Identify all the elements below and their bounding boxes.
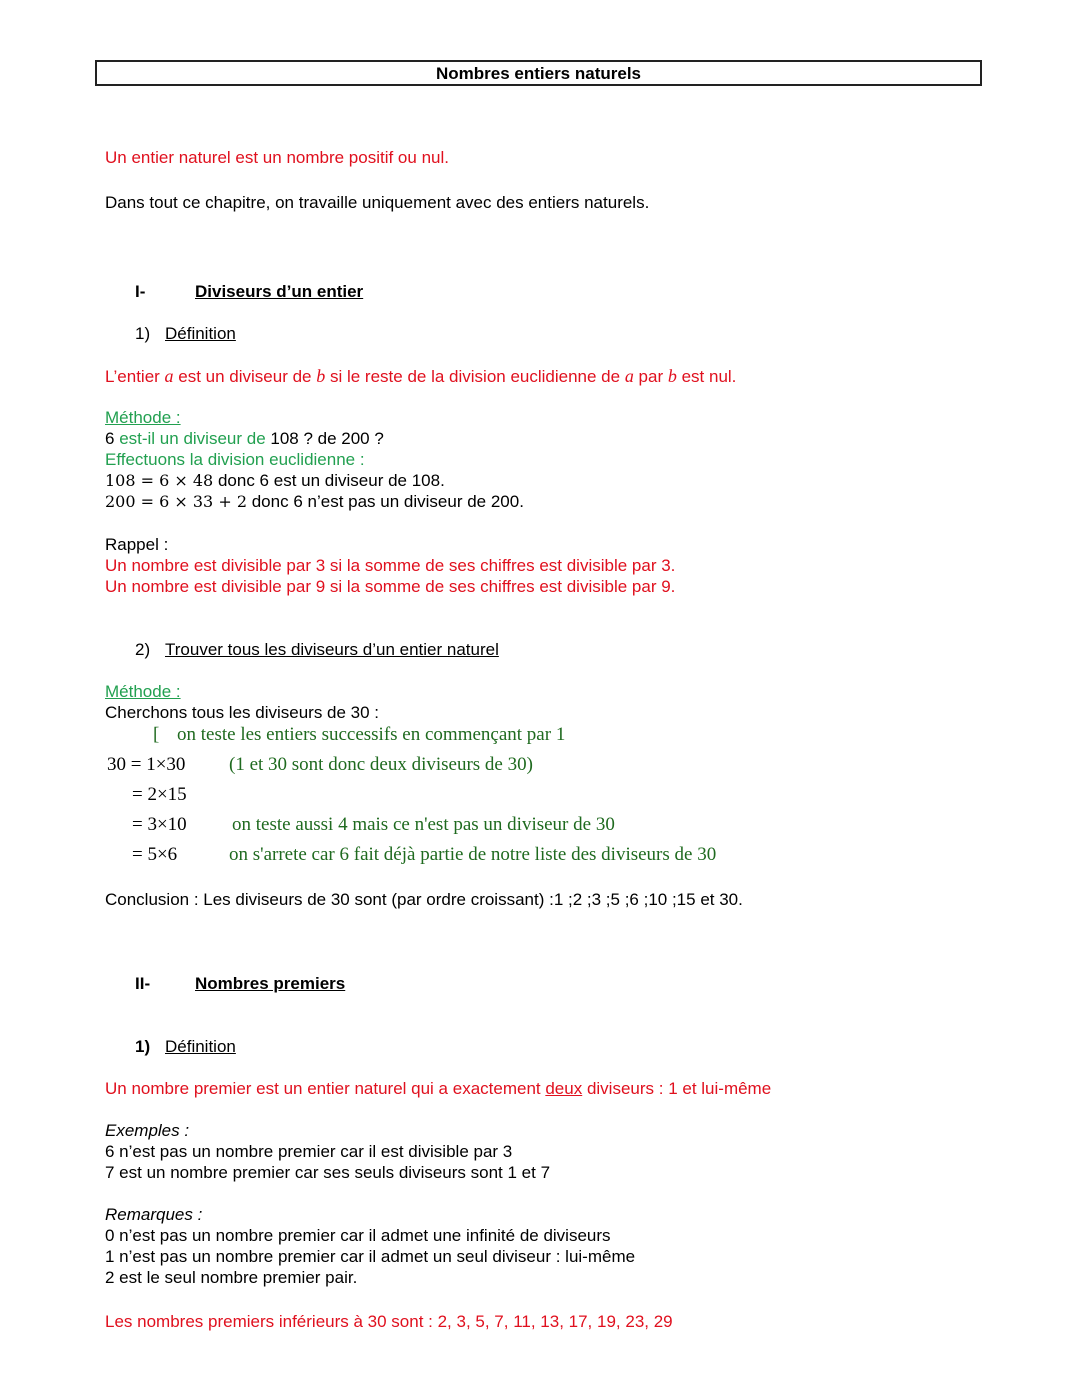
factor-row-comment: on s'arrete car 6 fait déjà partie de notre liste des diviseurs de 30 xyxy=(229,844,717,865)
equation-text: donc xyxy=(213,471,260,490)
examples-label: Exemples : xyxy=(105,1121,190,1140)
equation-text: donc xyxy=(247,492,294,511)
equation-200 xyxy=(105,491,524,512)
method-question xyxy=(105,428,384,449)
var-a: a xyxy=(624,366,634,386)
def-text: L’entier xyxy=(105,367,165,386)
example-item: 7 est un nombre premier car ses seuls diviseurs sont 1 et 7 xyxy=(105,1163,551,1182)
remark-item: 0 n’est pas un nombre premier car il admet une infinité de diviseurs xyxy=(105,1226,611,1245)
var-b: b xyxy=(316,366,326,386)
factor-row-comment: (1 et 30 sont donc deux diviseurs de 30) xyxy=(229,754,533,775)
def-text: si le reste de la division euclidienne de xyxy=(325,367,625,386)
question-mid: est-il un diviseur de xyxy=(114,429,271,448)
remark-item: 1 n’est pas un nombre premier car il admet un seul diviseur : lui-même xyxy=(105,1247,636,1266)
section-2-number: II- xyxy=(135,974,151,993)
divisor-definition xyxy=(105,366,736,387)
equation-text: 6 xyxy=(293,492,303,511)
def-text: est un diviseur de xyxy=(173,367,317,386)
factor-row-eq: 30 = 1×30 xyxy=(107,754,186,775)
remark-item: 2 est le seul nombre premier pair. xyxy=(105,1268,358,1287)
subsection-1-2-title: Trouver tous les diviseurs d’un entier naturel xyxy=(165,640,499,659)
question-rest: 108 ? de 200 ? xyxy=(270,429,384,448)
section-1-title: Diviseurs d’un entier xyxy=(195,282,364,301)
method-step: Effectuons la division euclidienne : xyxy=(105,450,365,469)
factor-row-eq: = 2×15 xyxy=(132,784,187,805)
intro-note: Dans tout ce chapitre, on travaille uniquement avec des entiers naturels. xyxy=(105,193,650,212)
var-b: b xyxy=(667,366,677,386)
def-text: diviseurs : 1 et lui-même xyxy=(582,1079,772,1098)
rappel-label: Rappel : xyxy=(105,535,169,554)
prime-definition xyxy=(105,1078,771,1099)
def-text: par xyxy=(633,367,668,386)
intro-definition: Un entier naturel est un nombre positif ou nul. xyxy=(105,148,449,167)
def-text: Un nombre premier est un entier naturel qui a exactement xyxy=(105,1079,546,1098)
page-title: Nombres entiers naturels xyxy=(95,60,982,86)
equation-text: 6 xyxy=(259,471,270,490)
def-text: est nul. xyxy=(676,367,737,386)
divisors-intro: Cherchons tous les diviseurs de 30 : xyxy=(105,703,380,722)
subsection-2-1-number: 1) xyxy=(135,1037,151,1056)
question-six: 6 xyxy=(105,429,115,448)
method-label: Méthode : xyxy=(105,682,181,701)
equation-text: est un diviseur de 108. xyxy=(269,471,445,490)
equation-108 xyxy=(105,470,445,491)
subsection-1-1-number: 1) xyxy=(135,324,151,343)
divisors-conclusion: Conclusion : Les diviseurs de 30 sont (par ordre croissant) :1 ;2 ;3 ;5 ;6 ;10 ;15 et 30. xyxy=(105,890,743,909)
remarks-label: Remarques : xyxy=(105,1205,203,1224)
bracket-glyph: [ xyxy=(153,724,160,745)
factor-row-eq: = 5×6 xyxy=(132,844,178,865)
equation-text: n’est pas un diviseur de 200. xyxy=(302,492,524,511)
rappel-rule-3: Un nombre est divisible par 3 si la somme de ses chiffres est divisible par 3. xyxy=(105,556,676,575)
var-a: a xyxy=(164,366,174,386)
factor-row-eq: = 3×10 xyxy=(132,814,187,835)
rappel-rule-9: Un nombre est divisible par 9 si la somme de ses chiffres est divisible par 9. xyxy=(105,577,676,596)
def-emphasis: deux xyxy=(545,1079,583,1098)
hint-comment: on teste les entiers successifs en commençant par 1 xyxy=(177,724,566,745)
subsection-1-1-title: Définition xyxy=(165,324,236,343)
equation-math: 200 = 6 × 33 + 2 xyxy=(105,492,247,511)
example-item: 6 n’est pas un nombre premier car il est divisible par 3 xyxy=(105,1142,513,1161)
section-2-title: Nombres premiers xyxy=(195,974,346,993)
factor-row-comment: on teste aussi 4 mais ce n'est pas un diviseur de 30 xyxy=(232,814,615,835)
subsection-2-1-title: Définition xyxy=(165,1037,236,1056)
primes-below-30: Les nombres premiers inférieurs à 30 sont : 2, 3, 5, 7, 11, 13, 17, 19, 23, 29 xyxy=(105,1312,673,1331)
subsection-1-2-number: 2) xyxy=(135,640,151,659)
equation-math: 108 = 6 × 48 xyxy=(105,471,214,490)
section-1-number: I- xyxy=(135,282,146,301)
method-label: Méthode : xyxy=(105,408,181,427)
